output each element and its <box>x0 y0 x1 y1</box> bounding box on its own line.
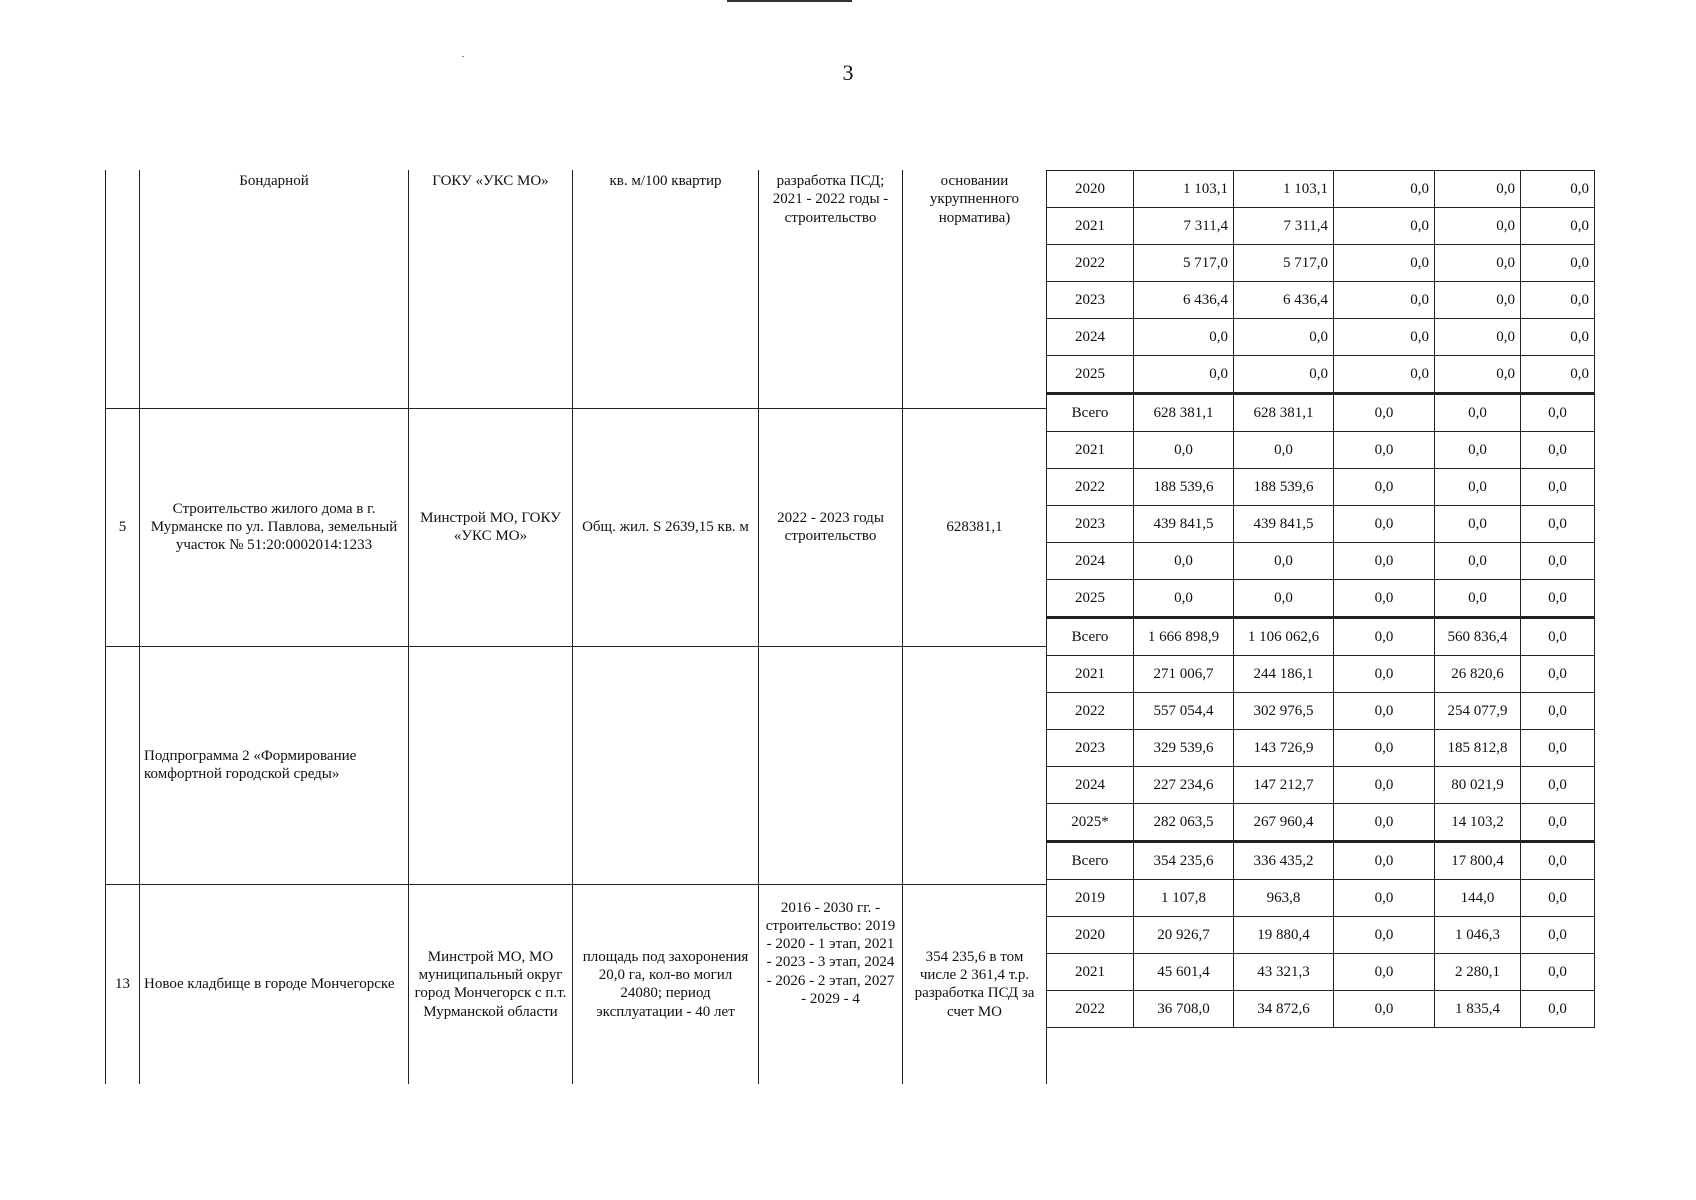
fin-year: 2021 <box>1047 656 1134 693</box>
table-row <box>1047 469 1595 506</box>
fin-year: Всего <box>1047 394 1134 432</box>
fin-other: 0,0 <box>1521 917 1595 954</box>
fin-local: 0,0 <box>1435 356 1521 394</box>
table-row <box>1047 245 1595 282</box>
fin-total: 1 107,8 <box>1134 880 1234 917</box>
fin-federal: 0,0 <box>1334 991 1435 1028</box>
table-row <box>1047 656 1595 693</box>
fin-total: 6 436,4 <box>1134 282 1234 319</box>
fin-total: 5 717,0 <box>1134 245 1234 282</box>
fin-other: 0,0 <box>1521 730 1595 767</box>
fin-regional: 244 186,1 <box>1234 656 1334 693</box>
fin-total: 36 708,0 <box>1134 991 1234 1028</box>
fin-local: 0,0 <box>1435 432 1521 469</box>
fin-local: 254 077,9 <box>1435 693 1521 730</box>
executor <box>409 646 573 884</box>
capacity <box>573 646 759 884</box>
fin-regional: 0,0 <box>1234 319 1334 356</box>
fin-regional: 0,0 <box>1234 356 1334 394</box>
fin-year: 2021 <box>1047 432 1134 469</box>
fin-total: 628 381,1 <box>1134 394 1234 432</box>
fin-federal: 0,0 <box>1334 656 1435 693</box>
fin-other: 0,0 <box>1521 767 1595 804</box>
fin-federal: 0,0 <box>1334 469 1435 506</box>
fin-local: 144,0 <box>1435 880 1521 917</box>
fin-regional: 0,0 <box>1234 432 1334 469</box>
fin-local: 1 046,3 <box>1435 917 1521 954</box>
fin-local: 80 021,9 <box>1435 767 1521 804</box>
fin-local: 0,0 <box>1435 506 1521 543</box>
object-name: Бондарной <box>140 170 409 408</box>
fin-year: 2023 <box>1047 730 1134 767</box>
fin-regional: 267 960,4 <box>1234 804 1334 842</box>
fin-other: 0,0 <box>1521 356 1595 394</box>
period <box>759 646 903 884</box>
table-row <box>1047 991 1595 1028</box>
fin-regional: 34 872,6 <box>1234 991 1334 1028</box>
fin-other: 0,0 <box>1521 171 1595 208</box>
table-row <box>1047 282 1595 319</box>
cost: 354 235,6 в том числе 2 361,4 т.р. разработка ПСД за счет МО <box>903 884 1047 1084</box>
fin-total: 0,0 <box>1134 356 1234 394</box>
table-row <box>1047 394 1595 432</box>
fin-total: 271 006,7 <box>1134 656 1234 693</box>
table-row <box>1047 618 1595 656</box>
fin-other: 0,0 <box>1521 282 1595 319</box>
fin-total: 439 841,5 <box>1134 506 1234 543</box>
table-row <box>1047 954 1595 991</box>
fin-other: 0,0 <box>1521 208 1595 245</box>
fin-year: 2022 <box>1047 693 1134 730</box>
fin-year: 2025* <box>1047 804 1134 842</box>
fin-total: 329 539,6 <box>1134 730 1234 767</box>
fin-federal: 0,0 <box>1334 319 1435 356</box>
fin-local: 0,0 <box>1435 171 1521 208</box>
table-row <box>1047 580 1595 618</box>
row-number: 5 <box>106 408 140 646</box>
fin-local: 0,0 <box>1435 245 1521 282</box>
fin-other: 0,0 <box>1521 394 1595 432</box>
fin-year: 2021 <box>1047 954 1134 991</box>
table-row <box>1047 767 1595 804</box>
table-row <box>1047 804 1595 842</box>
fin-regional: 628 381,1 <box>1234 394 1334 432</box>
fin-total: 0,0 <box>1134 432 1234 469</box>
fin-year: Всего <box>1047 618 1134 656</box>
fin-year: 2023 <box>1047 506 1134 543</box>
fin-other: 0,0 <box>1521 618 1595 656</box>
fin-local: 0,0 <box>1435 208 1521 245</box>
fin-total: 1 666 898,9 <box>1134 618 1234 656</box>
fin-regional: 0,0 <box>1234 543 1334 580</box>
fin-other: 0,0 <box>1521 954 1595 991</box>
fin-local: 26 820,6 <box>1435 656 1521 693</box>
fin-year: 2025 <box>1047 356 1134 394</box>
fin-year: 2019 <box>1047 880 1134 917</box>
table-row <box>106 884 1047 1084</box>
fin-year: 2025 <box>1047 580 1134 618</box>
fin-local: 0,0 <box>1435 580 1521 618</box>
fin-other: 0,0 <box>1521 506 1595 543</box>
table-row <box>1047 842 1595 880</box>
fin-other: 0,0 <box>1521 319 1595 356</box>
object-name: Новое кладбище в городе Мончегорске <box>140 884 409 1084</box>
fin-other: 0,0 <box>1521 880 1595 917</box>
fin-federal: 0,0 <box>1334 171 1435 208</box>
fin-other: 0,0 <box>1521 580 1595 618</box>
fin-total: 227 234,6 <box>1134 767 1234 804</box>
period: разработка ПСД; 2021 - 2022 годы - строительство <box>759 170 903 408</box>
fin-total: 188 539,6 <box>1134 469 1234 506</box>
fin-federal: 0,0 <box>1334 245 1435 282</box>
row-number: 13 <box>106 884 140 1084</box>
fin-year: 2020 <box>1047 171 1134 208</box>
table-row <box>1047 730 1595 767</box>
fin-federal: 0,0 <box>1334 880 1435 917</box>
fin-local: 0,0 <box>1435 282 1521 319</box>
fin-federal: 0,0 <box>1334 432 1435 469</box>
fin-year: 2020 <box>1047 917 1134 954</box>
table-row <box>1047 171 1595 208</box>
capacity: кв. м/100 квартир <box>573 170 759 408</box>
capacity: Общ. жил. S 2639,15 кв. м <box>573 408 759 646</box>
cost <box>903 646 1047 884</box>
fin-local: 2 280,1 <box>1435 954 1521 991</box>
fin-other: 0,0 <box>1521 432 1595 469</box>
fin-local: 14 103,2 <box>1435 804 1521 842</box>
fin-year: Всего <box>1047 842 1134 880</box>
fin-total: 557 054,4 <box>1134 693 1234 730</box>
fin-other: 0,0 <box>1521 991 1595 1028</box>
fin-regional: 43 321,3 <box>1234 954 1334 991</box>
fin-total: 0,0 <box>1134 580 1234 618</box>
fin-year: 2024 <box>1047 319 1134 356</box>
executor: Минстрой МО, МО муниципальный округ город Мончегорск с п.т. Мурманской области <box>409 884 573 1084</box>
fin-federal: 0,0 <box>1334 208 1435 245</box>
fin-federal: 0,0 <box>1334 580 1435 618</box>
fin-federal: 0,0 <box>1334 356 1435 394</box>
fin-regional: 963,8 <box>1234 880 1334 917</box>
fin-federal: 0,0 <box>1334 730 1435 767</box>
fin-local: 560 836,4 <box>1435 618 1521 656</box>
fin-regional: 147 212,7 <box>1234 767 1334 804</box>
executor: Минстрой МО, ГОКУ «УКС МО» <box>409 408 573 646</box>
row-number <box>106 646 140 884</box>
fin-federal: 0,0 <box>1334 394 1435 432</box>
table-row <box>1047 506 1595 543</box>
fin-regional: 0,0 <box>1234 580 1334 618</box>
top-edge-mark <box>727 0 852 2</box>
fin-other: 0,0 <box>1521 656 1595 693</box>
capacity: площадь под захоронения 20,0 га, кол-во могил 24080; период эксплуатации - 40 лет <box>573 884 759 1084</box>
fin-other: 0,0 <box>1521 245 1595 282</box>
fin-total: 0,0 <box>1134 543 1234 580</box>
fin-federal: 0,0 <box>1334 917 1435 954</box>
table-row <box>1047 543 1595 580</box>
fin-local: 185 812,8 <box>1435 730 1521 767</box>
fin-year: 2022 <box>1047 469 1134 506</box>
fin-federal: 0,0 <box>1334 506 1435 543</box>
fin-year: 2022 <box>1047 991 1134 1028</box>
fin-year: 2022 <box>1047 245 1134 282</box>
fin-year: 2023 <box>1047 282 1134 319</box>
fin-regional: 188 539,6 <box>1234 469 1334 506</box>
fin-other: 0,0 <box>1521 804 1595 842</box>
fin-local: 0,0 <box>1435 543 1521 580</box>
table-row <box>106 646 1047 884</box>
fin-year: 2024 <box>1047 543 1134 580</box>
fin-federal: 0,0 <box>1334 282 1435 319</box>
fin-other: 0,0 <box>1521 842 1595 880</box>
fin-total: 354 235,6 <box>1134 842 1234 880</box>
object-name: Строительство жилого дома в г. Мурманске по ул. Павлова, земельный участок № 51:20:0002014:1233 <box>140 408 409 646</box>
row-number <box>106 170 140 408</box>
fin-federal: 0,0 <box>1334 954 1435 991</box>
fin-local: 0,0 <box>1435 394 1521 432</box>
fin-other: 0,0 <box>1521 469 1595 506</box>
fin-total: 282 063,5 <box>1134 804 1234 842</box>
subprogram-name: Подпрограмма 2 «Формирование комфортной городской среды» <box>140 646 409 884</box>
fin-federal: 0,0 <box>1334 842 1435 880</box>
fin-regional: 7 311,4 <box>1234 208 1334 245</box>
fin-local: 0,0 <box>1435 319 1521 356</box>
fin-federal: 0,0 <box>1334 618 1435 656</box>
fin-federal: 0,0 <box>1334 767 1435 804</box>
fin-regional: 143 726,9 <box>1234 730 1334 767</box>
objects-table <box>105 170 1047 1084</box>
fin-total: 0,0 <box>1134 319 1234 356</box>
table-row <box>1047 208 1595 245</box>
fin-regional: 1 106 062,6 <box>1234 618 1334 656</box>
fin-regional: 439 841,5 <box>1234 506 1334 543</box>
fin-regional: 1 103,1 <box>1234 171 1334 208</box>
executor: ГОКУ «УКС МО» <box>409 170 573 408</box>
fin-total: 45 601,4 <box>1134 954 1234 991</box>
fin-local: 17 800,4 <box>1435 842 1521 880</box>
fin-total: 1 103,1 <box>1134 171 1234 208</box>
fin-total: 20 926,7 <box>1134 917 1234 954</box>
table-row <box>1047 432 1595 469</box>
table-row <box>1047 917 1595 954</box>
scan-speck <box>462 56 464 57</box>
fin-federal: 0,0 <box>1334 693 1435 730</box>
period: 2022 - 2023 годы строительство <box>759 408 903 646</box>
cost: основании укрупненного норматива) <box>903 170 1047 408</box>
table-row <box>1047 319 1595 356</box>
fin-other: 0,0 <box>1521 543 1595 580</box>
fin-year: 2024 <box>1047 767 1134 804</box>
fin-regional: 336 435,2 <box>1234 842 1334 880</box>
fin-regional: 19 880,4 <box>1234 917 1334 954</box>
table-row <box>1047 356 1595 394</box>
table-row <box>1047 693 1595 730</box>
cost: 628381,1 <box>903 408 1047 646</box>
fin-total: 7 311,4 <box>1134 208 1234 245</box>
fin-local: 0,0 <box>1435 469 1521 506</box>
fin-other: 0,0 <box>1521 693 1595 730</box>
fin-local: 1 835,4 <box>1435 991 1521 1028</box>
period: 2016 - 2030 гг. - строительство: 2019 - 2020 - 1 этап, 2021 - 2023 - 3 этап, 2024 - 2026 - 2 этап, 2027 - 2029 - 4 <box>759 884 903 1084</box>
fin-regional: 302 976,5 <box>1234 693 1334 730</box>
table-row <box>106 408 1047 646</box>
fin-federal: 0,0 <box>1334 804 1435 842</box>
fin-year: 2021 <box>1047 208 1134 245</box>
fin-regional: 6 436,4 <box>1234 282 1334 319</box>
fin-regional: 5 717,0 <box>1234 245 1334 282</box>
table-row <box>1047 880 1595 917</box>
fin-federal: 0,0 <box>1334 543 1435 580</box>
financing-table <box>1046 170 1595 1028</box>
table-row <box>106 170 1047 408</box>
page-number: 3 <box>842 60 854 85</box>
